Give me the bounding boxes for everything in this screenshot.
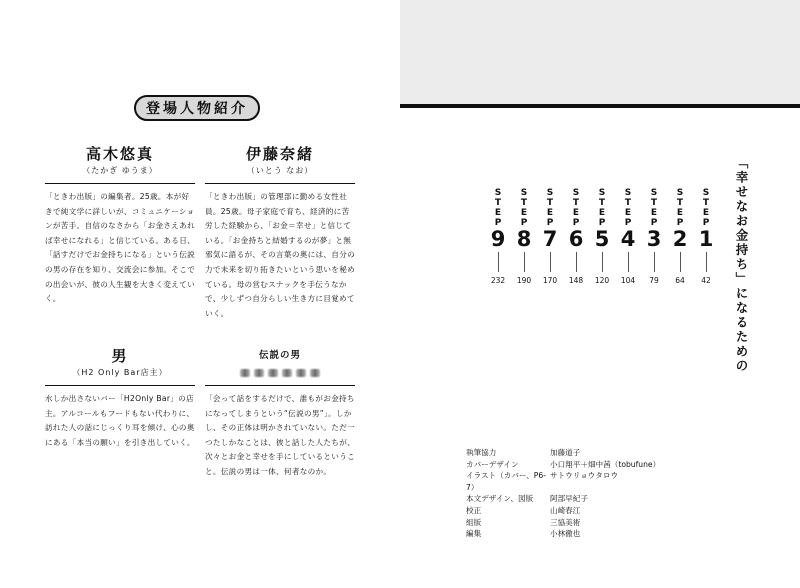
step-label: STEP [675, 188, 685, 228]
step-page: 64 [675, 276, 685, 285]
credit-name: 阿部早紀子 [550, 494, 588, 504]
character-bar-owner [45, 347, 195, 450]
step-page: 42 [701, 276, 711, 285]
credit-name: 三協美術 [550, 517, 581, 527]
credit-role: 執筆協力 [466, 448, 497, 457]
step-page: 79 [649, 276, 659, 285]
step-label: STEP [493, 188, 503, 228]
step-connector [576, 252, 577, 272]
character-description: 「ときわ出版」の編集者。25歳。本が好きで純文学に詳しいが、コミュニケーションが苦手。自信のなさから「お金さえあれば幸せになれる」と信じている。ある日、「話すだけでお金持ちになる」という伝説の男の存在を知り、交流会に参加。そこでの出会いが、彼の人生観を大きく変えていく。 [45, 192, 195, 304]
step-8 [514, 188, 534, 285]
credits [466, 447, 660, 540]
credit-row [466, 505, 660, 517]
step-connector [654, 252, 655, 272]
credit-row [466, 447, 660, 459]
divider [45, 385, 195, 386]
credit-name: 小林徹也 [550, 529, 581, 539]
credit-name: 山崎春江 [550, 505, 581, 515]
character-ito [205, 145, 355, 321]
character-takagi [45, 145, 195, 307]
step-5 [592, 188, 612, 285]
step-label: STEP [571, 188, 581, 228]
character-description: 「ときわ出版」の管理部に勤める女性社員。25歳。母子家庭で育ち、経済的に苦労した経験から、「お金＝幸せ」と信じている。「お金持ちと結婚するのが夢」と無邪気に語るが、その言葉の奥には、自分の力で未来を切り拓きたいという思いを秘めている。母の営むスナックを手伝うなかで、少しずつ自分らしい生き方に目覚めていく。 [205, 192, 355, 318]
character-name: 伝説の男 [258, 350, 301, 361]
step-label: STEP [623, 188, 633, 228]
step-connector [498, 252, 499, 272]
credit-row [466, 517, 660, 529]
header-rule [400, 104, 800, 108]
step-number: 3 [646, 227, 662, 251]
credit-role: 校正 [466, 505, 482, 515]
divider [205, 385, 355, 386]
step-2 [670, 188, 690, 285]
step-label: STEP [649, 188, 659, 228]
blurred-reading [205, 369, 355, 379]
character-name: 男 [111, 347, 129, 365]
step-label: STEP [519, 188, 529, 228]
credit-role: 編集 [466, 529, 482, 539]
step-7 [540, 188, 560, 285]
section-title: 登場人物紹介 [134, 95, 260, 121]
step-page: 232 [490, 276, 506, 285]
step-page: 104 [620, 276, 636, 285]
step-1 [696, 188, 716, 285]
step-number: 6 [568, 227, 584, 251]
header-block [400, 0, 800, 104]
step-label: STEP [545, 188, 555, 228]
credit-role: イラスト（カバー、P6-7） [466, 471, 546, 492]
step-number: 4 [620, 227, 636, 251]
step-page: 120 [594, 276, 610, 285]
credit-name: 加藤道子 [550, 448, 581, 457]
character-name: 伊藤奈緒 [245, 145, 314, 163]
step-6 [566, 188, 586, 285]
character-description: 「会って話をするだけで、誰もがお金持ちになってしまうという“伝説の男”」。しかし、その正体は明かされていない。ただ一つたしかなことは、彼と話した人たちが、次々とお金と幸せを手にしているということ。伝説の男は一体、何者なのか。 [205, 394, 355, 476]
step-number: 9 [490, 227, 506, 251]
step-number: 8 [516, 227, 532, 251]
credit-role: 組版 [466, 517, 482, 527]
step-number: 2 [672, 227, 688, 251]
step-number: 7 [542, 227, 558, 251]
step-label: STEP [701, 188, 711, 228]
step-page: 170 [542, 276, 558, 285]
step-label: STEP [597, 188, 607, 228]
step-connector [680, 252, 681, 272]
step-page: 190 [516, 276, 532, 285]
character-reading: （たかぎ ゆうま） [82, 166, 158, 175]
step-3 [644, 188, 664, 285]
step-number: 5 [594, 227, 610, 251]
vertical-title: 「幸せなお金持ち」になるための [734, 156, 749, 374]
credit-role: 本文デザイン、図版 [466, 494, 534, 504]
step-connector [524, 252, 525, 272]
credit-name: サトウリョウタロウ [550, 471, 619, 481]
credit-row [466, 493, 660, 505]
step-9 [488, 188, 508, 285]
credit-row [466, 528, 660, 540]
step-connector [706, 252, 707, 272]
character-legend-man [205, 347, 355, 480]
credit-name: 小口翔平＋畑中茜（tobufune） [550, 459, 661, 469]
credit-row [466, 470, 660, 493]
step-connector [602, 252, 603, 272]
step-connector [628, 252, 629, 272]
character-reading: （いとう なお） [246, 166, 314, 175]
step-page: 148 [568, 276, 584, 285]
step-4 [618, 188, 638, 285]
character-description: 水しか出さないバー「H2Only Bar」の店主。アルコールもフードもない代わりに、訪れた人の話にじっくり耳を傾け、心の奥にある「本当の願い」を引き出していく。 [45, 394, 195, 447]
character-name: 高木悠真 [85, 145, 154, 163]
character-reading: （H2 Only Bar店主） [72, 368, 168, 377]
step-number: 1 [698, 227, 714, 251]
divider [205, 183, 355, 184]
step-connector [550, 252, 551, 272]
credit-row [466, 459, 660, 471]
credit-role: カバーデザイン [466, 459, 519, 469]
divider [45, 183, 195, 184]
